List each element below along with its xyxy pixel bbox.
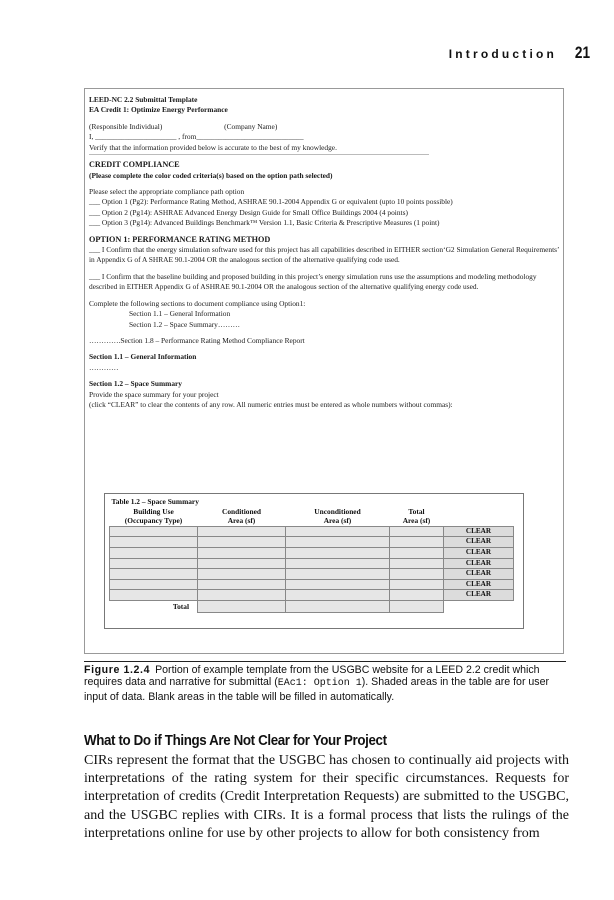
unconditioned-area-cell[interactable] bbox=[286, 526, 390, 537]
section-1-8-line: ………….Section 1.8 – Performance Rating Method Compliance Report bbox=[89, 335, 305, 345]
clear-button[interactable]: CLEAR bbox=[444, 558, 514, 569]
header-unconditioned: Unconditioned bbox=[314, 506, 361, 516]
figure-template-screenshot bbox=[84, 88, 564, 654]
section-1-2-heading: Section 1.2 – Space Summary bbox=[89, 379, 182, 389]
conditioned-area-cell[interactable] bbox=[198, 526, 286, 537]
table-row bbox=[110, 526, 514, 537]
header-building-use: Building Use bbox=[133, 506, 174, 516]
total-label: Total bbox=[172, 601, 189, 611]
i-from-field[interactable]: I, ______________________ , from_____________________________ bbox=[89, 132, 304, 142]
figure-label: Figure 1.2.4 bbox=[84, 664, 151, 676]
caption-rule bbox=[84, 661, 566, 662]
header-conditioned-sub: Area (sf) bbox=[227, 516, 256, 526]
total-area-cell[interactable] bbox=[390, 547, 444, 558]
confirm-baseline-building[interactable]: ___ I Confirm that the baseline building and proposed building in this project’s energy simulation runs use the assumptions and modeling methodology described in EITHER Appendix G of ASHRAE 90.1-2004 OR the analogous section of the alternative qualifying energy code used. bbox=[89, 271, 537, 292]
unconditioned-area-cell[interactable] bbox=[286, 569, 390, 580]
unconditioned-area-cell[interactable] bbox=[286, 537, 390, 548]
ellipsis: ………… bbox=[89, 362, 119, 372]
conditioned-area-cell[interactable] bbox=[198, 537, 286, 548]
section-heading: What to Do if Things Are Not Clear for Your Project bbox=[84, 733, 387, 749]
clear-button[interactable]: CLEAR bbox=[444, 569, 514, 580]
table-row bbox=[110, 547, 514, 558]
unconditioned-area-cell[interactable] bbox=[286, 579, 390, 590]
conditioned-area-cell[interactable] bbox=[198, 579, 286, 590]
clear-button[interactable]: CLEAR bbox=[444, 526, 514, 537]
caption-text-after: ). Shaded areas in the table are for user input of data. Blank areas in the table will be filled in automatically. bbox=[84, 676, 550, 703]
header-building-use-sub: (Occupancy Type) bbox=[124, 516, 183, 526]
total-area-cell[interactable] bbox=[390, 537, 444, 548]
header-conditioned: Conditioned bbox=[221, 506, 262, 516]
option-3[interactable]: ___ Option 3 (Pg14): Advanced Buildings Benchmark™ Version 1.1, Basic Criteria & Prescriptive Measures (1 point) bbox=[89, 218, 440, 228]
header-total: Total bbox=[408, 506, 425, 516]
unconditioned-area-cell[interactable] bbox=[286, 547, 390, 558]
running-head bbox=[449, 43, 592, 63]
total-total-cell bbox=[390, 600, 444, 612]
caption-text-before: Portion of example template from the USGBC website for a LEED 2.2 credit which requires data and narrative for submittal ( bbox=[84, 664, 540, 689]
space-summary-table-frame bbox=[104, 493, 524, 629]
verify-text: Verify that the information provided below is accurate to the best of my knowledge. bbox=[89, 142, 337, 152]
table-row bbox=[110, 558, 514, 569]
unconditioned-area-cell[interactable] bbox=[286, 590, 390, 601]
select-option-text: Please select the appropriate compliance path option bbox=[89, 186, 245, 196]
building-use-cell[interactable] bbox=[110, 547, 198, 558]
building-use-cell[interactable] bbox=[110, 590, 198, 601]
table-row bbox=[110, 590, 514, 601]
conditioned-area-cell[interactable] bbox=[198, 547, 286, 558]
body-paragraph: CIRs represent the format that the USGBC has chosen to continually aid projects with interpretations of the rating system for their specific circumstances. Requests for interpretation of credits (Credit Interpretation Requests) are submitted to the USGBC, and the USGBC replies with CIRs. It is a formal process that lists the rulings of the interpretations online for use by other projects to allow for both consistency from bbox=[84, 753, 569, 841]
table-row bbox=[110, 579, 514, 590]
clear-button[interactable]: CLEAR bbox=[444, 590, 514, 601]
conditioned-area-cell[interactable] bbox=[198, 590, 286, 601]
option-1[interactable]: ___ Option 1 (Pg2): Performance Rating Method, ASHRAE 90.1-2004 Appendix G or equivalent (upto 10 points possible) bbox=[89, 197, 453, 207]
conditioned-area-cell[interactable] bbox=[198, 569, 286, 580]
total-area-cell[interactable] bbox=[390, 526, 444, 537]
figure-caption bbox=[84, 664, 570, 703]
total-conditioned-cell bbox=[198, 600, 286, 612]
section-1-1-heading: Section 1.1 – General Information bbox=[89, 352, 197, 362]
building-use-cell[interactable] bbox=[110, 526, 198, 537]
total-area-cell[interactable] bbox=[390, 579, 444, 590]
unconditioned-area-cell[interactable] bbox=[286, 558, 390, 569]
credit-compliance-heading: CREDIT COMPLIANCE bbox=[89, 160, 180, 170]
total-area-cell[interactable] bbox=[390, 558, 444, 569]
template-title: LEED-NC 2.2 Submittal Template bbox=[89, 95, 198, 104]
header-unconditioned-sub: Area (sf) bbox=[323, 516, 352, 526]
confirm-simulation-software[interactable]: ___ I Confirm that the energy simulation software used for this project has all capabilities described in EITHER section‘G2 Simulation General Requirements’ in Appendix G of A SHRAE 90.1-2004 OR the analogous section of the alternative qualifying code used. bbox=[89, 245, 559, 265]
header-total-sub: Area (sf) bbox=[402, 516, 431, 526]
table-caption: Table 1.2 – Space Summary bbox=[111, 497, 199, 506]
caption-code: EAc1: Option 1 bbox=[277, 678, 362, 690]
conditioned-area-cell[interactable] bbox=[198, 558, 286, 569]
clear-button[interactable]: CLEAR bbox=[444, 537, 514, 548]
signature-labels bbox=[89, 122, 559, 132]
option1-heading: OPTION 1: PERFORMANCE RATING METHOD bbox=[89, 234, 271, 244]
template-content bbox=[89, 95, 559, 410]
building-use-cell[interactable] bbox=[110, 558, 198, 569]
section-title: Introduction bbox=[448, 47, 558, 61]
space-summary-table bbox=[109, 497, 514, 613]
company-label: (Company Name) bbox=[224, 121, 278, 131]
section-list-item: Section 1.1 – General Information bbox=[129, 309, 231, 319]
table-total-row bbox=[110, 600, 514, 612]
space-summary-intro: Provide the space summary for your project bbox=[89, 389, 219, 399]
credit-title: EA Credit 1: Optimize Energy Performance bbox=[89, 105, 228, 115]
table-row bbox=[110, 569, 514, 580]
table-row bbox=[110, 537, 514, 548]
clear-button[interactable]: CLEAR bbox=[444, 579, 514, 590]
total-area-cell[interactable] bbox=[390, 590, 444, 601]
section-list-item: Section 1.2 – Space Summary……… bbox=[129, 319, 241, 329]
responsible-label: (Responsible Individual) bbox=[89, 121, 163, 131]
option-2[interactable]: ___ Option 2 (Pg14): ASHRAE Advanced Energy Design Guide for Small Office Buildings 2004 (4 points) bbox=[89, 207, 408, 217]
clear-button[interactable]: CLEAR bbox=[444, 547, 514, 558]
building-use-cell[interactable] bbox=[110, 579, 198, 590]
clear-instruction: (click “CLEAR” to clear the contents of any row. All numeric entries must be entered as whole numbers without commas): bbox=[89, 399, 453, 409]
building-use-cell[interactable] bbox=[110, 569, 198, 580]
complete-sections-text: Complete the following sections to document compliance using Option1: bbox=[89, 298, 306, 308]
building-use-cell[interactable] bbox=[110, 537, 198, 548]
page-number: 21 bbox=[574, 43, 591, 62]
total-area-cell[interactable] bbox=[390, 569, 444, 580]
divider bbox=[89, 154, 429, 155]
total-unconditioned-cell bbox=[286, 600, 390, 612]
credit-compliance-note: (Please complete the color coded criteria(s) based on the option path selected) bbox=[89, 170, 333, 180]
